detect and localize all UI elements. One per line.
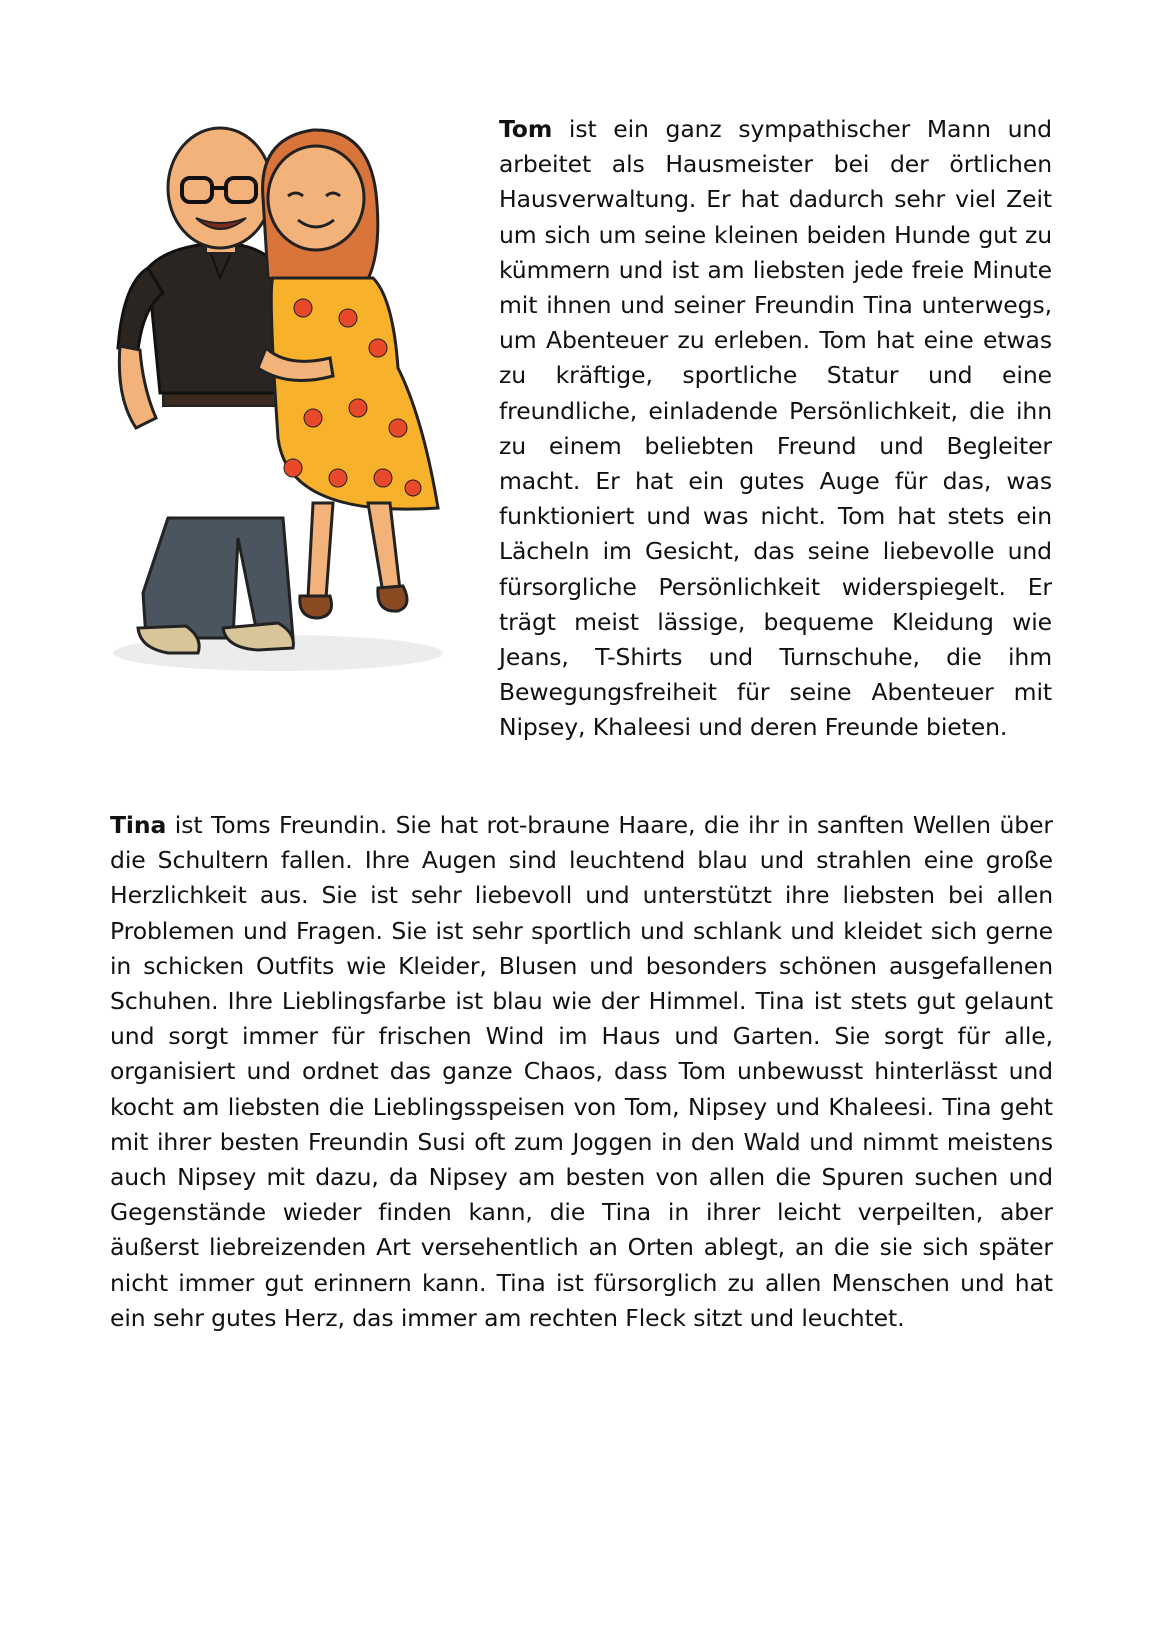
tom-description-text: ist ein ganz sympathischer Mann und arbeitet als Hausmeister bei der örtlichen Hausverwaltung. Er hat dadurch sehr viel Zeit um sich um seine kleinen beiden Hunde gut zu kümmern und ist am liebsten jede freie Minute mit ihnen und seiner Freundin Tina unterwegs, um Abenteuer zu erleben. Tom hat eine etwas zu kräftige, sportliche Statur und eine freundliche, einladende Persönlichkeit, die ihn zu einem beliebten Freund und Begleiter macht. Er hat ein gutes Auge für das, was funktioniert und was nicht. Tom hat stets ein Lächeln im Gesicht, das seine liebevolle und fürsorgliche Persönlichkeit widerspiegelt. Er trägt meist lässige, bequeme Kleidung wie Jeans, T-Shirts und Turnschuhe, die ihm Bewegungsfreiheit für seine Abenteuer mit Nipsey, Khaleesi und deren Freunde bieten.: [499, 115, 1052, 742]
tina-description: [110, 808, 1053, 1336]
tom-name: Tom: [499, 115, 553, 143]
tom-description: [499, 112, 1052, 746]
tom-and-tina-illustration: [108, 118, 458, 698]
tina-description-text: ist Toms Freundin. Sie hat rot-braune Haare, die ihr in sanften Wellen über die Schultern fallen. Ihre Augen sind leuchtend blau und strahlen eine große Herzlichkeit aus. Sie ist sehr liebevoll und unterstützt ihre liebsten bei allen Problemen und Fragen. Sie ist sehr sportlich und schlank und kleidet sich gerne in schicken Outfits wie Kleider, Blusen und besonders schönen ausgefallenen Schuhen. Ihre Lieblingsfarbe ist blau wie der Himmel. Tina ist stets gut gelaunt und sorgt immer für frischen Wind im Haus und Garten. Sie sorgt für alle, organisiert und ordnet das ganze Chaos, dass Tom unbewusst hinterlässt und kocht am liebsten die Lieblingsspeisen von Tom, Nipsey und Khaleesi. Tina geht mit ihrer besten Freundin Susi oft zum Joggen in den Wald und nimmt meistens auch Nipsey mit dazu, da Nipsey am besten von allen die Spuren suchen und Gegenstände wieder finden kann, die Tina in ihrer leicht verpeilten, aber äußerst liebreizenden Art versehentlich an Orten ablegt, an die sie sich später nicht immer gut erinnern kann. Tina ist fürsorglich zu allen Menschen und hat ein sehr gutes Herz, das immer am rechten Fleck sitzt und leuchtet.: [110, 811, 1053, 1332]
tina-name: Tina: [110, 811, 167, 839]
